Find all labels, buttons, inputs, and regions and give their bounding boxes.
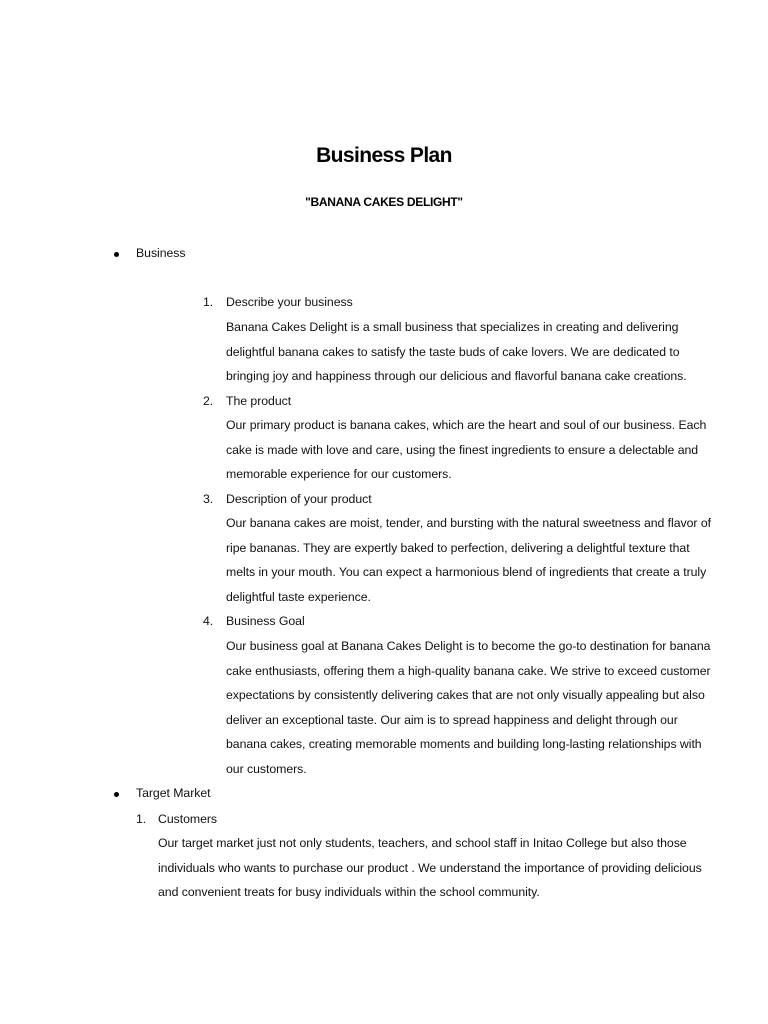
paragraph-line: memorable experience for our customers.: [226, 467, 452, 482]
paragraph-line: individuals who wants to purchase our product . We understand the importance of providing delicious: [158, 860, 702, 875]
section-heading-business: Business: [136, 246, 186, 260]
list-item-paragraph: [226, 511, 711, 609]
page-subtitle: "BANANA CAKES DELIGHT": [305, 195, 463, 209]
list-item-number: 2.: [203, 394, 214, 408]
list-item-heading: The product: [226, 394, 292, 408]
bullet-icon: [114, 792, 119, 797]
paragraph-line: delightful banana cakes to satisfy the taste buds of cake lovers. We are dedicated to: [226, 344, 680, 359]
list-item-number: 1.: [136, 812, 147, 826]
list-item-paragraph: [226, 634, 711, 782]
paragraph-line: deliver an exceptional taste. Our aim is to spread happiness and delight through our: [226, 712, 678, 727]
list-item-paragraph: [226, 413, 706, 487]
list-item-number: 4.: [203, 614, 214, 628]
list-item-heading: Describe your business: [226, 295, 353, 309]
paragraph-line: banana cakes, creating memorable moments and building long-lasting relationships with: [226, 737, 702, 752]
paragraph-line: ripe bananas. They are expertly baked to perfection, delivering a delightful texture that: [226, 540, 690, 555]
paragraph-line: delightful taste experience.: [226, 589, 371, 604]
paragraph-line: Our target market just not only students, teachers, and school staff in Initao College but also those: [158, 836, 687, 850]
list-item-heading: Description of your product: [226, 492, 372, 506]
paragraph-line: expectations by consistently delivering cakes that are not only visually appealing but also: [226, 688, 705, 703]
paragraph-line: bringing joy and happiness through our delicious and flavorful banana cake creations.: [226, 369, 687, 384]
paragraph-line: Our business goal at Banana Cakes Delight is to become the go-to destination for banana: [226, 639, 711, 653]
list-item-heading: Customers: [158, 812, 217, 826]
paragraph-line: melts in your mouth. You can expect a harmonious blend of ingredients that create a truly: [226, 565, 707, 580]
list-item-number: 1.: [203, 295, 214, 309]
paragraph-line: and convenient treats for busy individuals within the school community.: [158, 885, 540, 900]
list-item-number: 3.: [203, 492, 214, 506]
paragraph-line: Banana Cakes Delight is a small business that specializes in creating and delivering: [226, 320, 679, 334]
list-item-paragraph: [226, 315, 687, 389]
paragraph-line: cake is made with love and care, using the finest ingredients to ensure a delectable and: [226, 442, 699, 457]
bullet-icon: [114, 252, 119, 257]
page-title: Business Plan: [316, 144, 452, 167]
paragraph-line: cake enthusiasts, offering them a high-quality banana cake. We strive to exceed customer: [226, 663, 711, 678]
paragraph-line: our customers.: [226, 761, 307, 776]
list-item-paragraph: [158, 831, 702, 905]
paragraph-line: Our banana cakes are moist, tender, and bursting with the natural sweetness and flavor of: [226, 516, 711, 530]
paragraph-line: Our primary product is banana cakes, which are the heart and soul of our business. Each: [226, 418, 707, 432]
list-item-heading: Business Goal: [226, 614, 305, 628]
section-heading-target-market: Target Market: [136, 786, 211, 800]
